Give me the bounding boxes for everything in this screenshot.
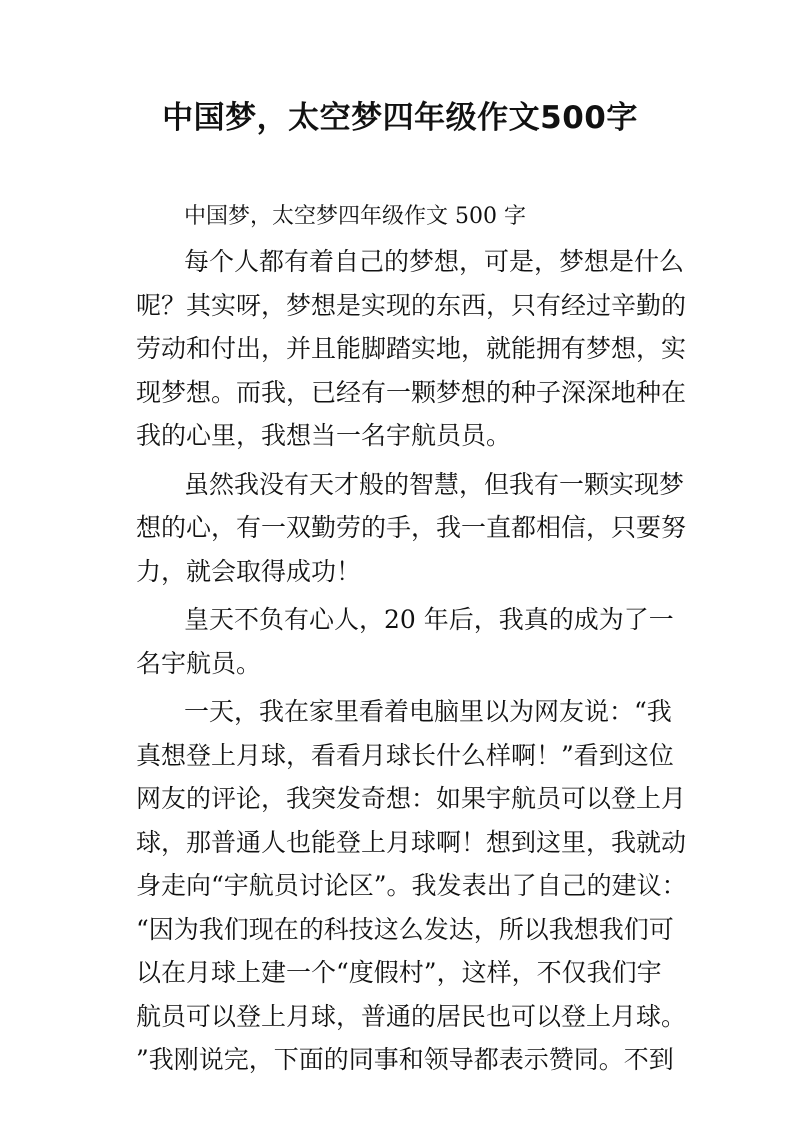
paragraph-2-line-2: 想的心，有一双勤劳的手，我一直都相信，只要努: [136, 513, 687, 542]
paragraph-4-line-7: 以在月球上建一个“度假村”，这样，不仅我们宇: [136, 958, 662, 987]
paragraph-4-line-2: 真想登上月球，看看月球长什么样啊！”看到这位: [136, 740, 674, 770]
paragraph-3-line-2: 名宇航员。: [136, 648, 262, 678]
document-title: 中国梦，太空梦四年级作文500字: [162, 100, 638, 136]
paragraph-4-line-4: 球，那普通人也能登上月球啊！想到这里，我就动: [136, 827, 687, 857]
paragraph-1-line-5: 我的心里，我想当一名宇航员员。: [136, 421, 512, 450]
paragraph-4-line-8: 航员可以登上月球，普通的居民也可以登上月球。: [136, 1001, 687, 1031]
body-line-subtitle: 中国梦，太空梦四年级作文 500 字: [184, 204, 526, 229]
paragraph-3-line-1: 皇天不负有心人，20 年后，我真的成为了一: [184, 605, 674, 634]
paragraph-2-line-1: 虽然我没有天才般的智慧，但我有一颗实现梦: [184, 469, 685, 499]
paragraph-4-line-3: 网友的评论，我突发奇想：如果宇航员可以登上月: [136, 784, 687, 813]
paragraph-4-line-1: 一天，我在家里看着电脑里以为网友说：“我: [184, 697, 672, 726]
paragraph-1-line-3: 劳动和付出，并且能脚踏实地，就能拥有梦想，实: [136, 334, 687, 363]
paragraph-4-line-9: ”我刚说完，下面的同事和领导都表示赞同。不到: [136, 1045, 674, 1074]
paragraph-1-line-2: 呢？其实呀，梦想是实现的东西，只有经过辛勤的: [136, 290, 687, 320]
paragraph-4-line-5: 身走向“宇航员讨论区”。我发表出了自己的建议：: [136, 871, 687, 900]
document-body: [136, 194, 687, 1082]
paragraph-1-line-4: 现梦想。而我，已经有一颗梦想的种子深深地种在: [136, 377, 687, 407]
paragraph-2-line-3: 力，就会取得成功！: [136, 556, 362, 586]
paragraph-4-line-6: “因为我们现在的科技这么发达，所以我想我们可: [136, 914, 674, 944]
paragraph-1-line-1: 每个人都有着自己的梦想，可是，梦想是什么: [184, 247, 685, 276]
